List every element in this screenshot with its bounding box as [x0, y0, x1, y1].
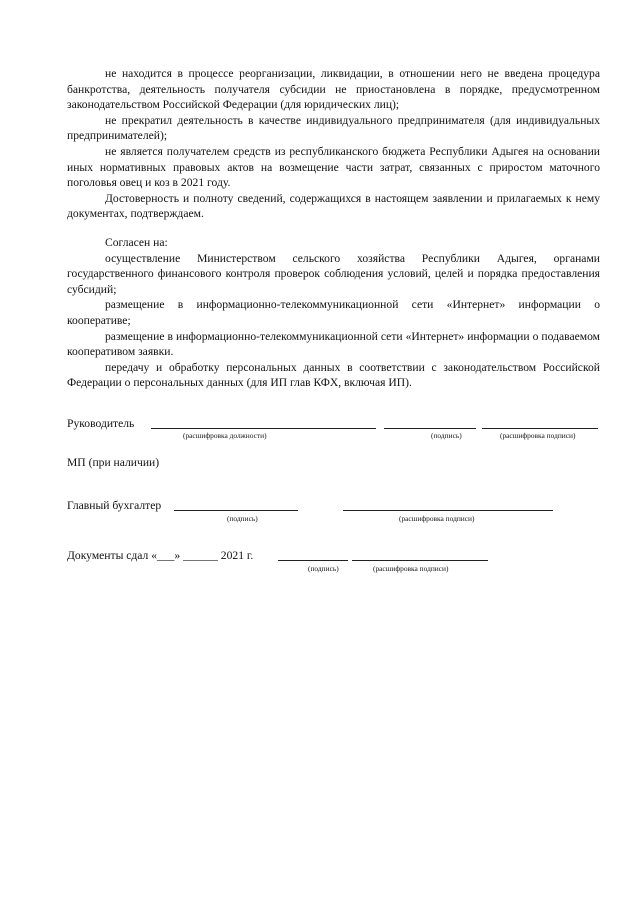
accountant-decode-caption: (расшифровка подписи) — [399, 514, 475, 523]
paragraph: не прекратил деятельность в качестве индивидуального предпринимателя (для индивидуальных предпринимателей); — [67, 113, 600, 143]
accountant-decode-line — [343, 510, 553, 511]
agree-heading: Согласен на: — [105, 235, 168, 249]
head-position-caption: (расшифровка должности) — [183, 431, 267, 440]
accountant-signature-caption: (подпись) — [227, 514, 258, 523]
agree-item: осуществление Министерством сельского хозяйства Республики Адыгея, органами государственного финансового контроля проверок соблюдения условий, целей и порядка предоставления субсидий; — [67, 251, 600, 296]
paragraph: не находится в процессе реорганизации, ликвидации, в отношении него не введена процедура банкротства, деятельность получателя субсидии не приостановлена в порядке, предусмотренном законодательством Российской Федерации (для юридических лиц); — [67, 67, 600, 112]
submitted-label: Документы сдал «___» ______ 2021 г. — [67, 549, 254, 562]
submitted-decode-line — [352, 560, 488, 561]
seal-label: МП (при наличии) — [67, 456, 160, 469]
accountant-label: Главный бухгалтер — [67, 499, 162, 512]
head-signature-caption: (подпись) — [431, 431, 462, 440]
submitted-signature-line — [278, 560, 348, 561]
paragraph: не является получателем средств из республиканского бюджета Республики Адыгея на основании иных нормативных правовых актов на возмещение части затрат, связанных с приростом маточного поголовья овец и коз в 2021 году. — [67, 144, 600, 190]
agree-item: размещение в информационно-телекоммуникационной сети «Интернет» информации о подаваемом кооперативом заявки. — [67, 329, 600, 359]
accountant-signature-line — [174, 510, 298, 511]
document-body — [67, 66, 600, 391]
paragraph: Достоверность и полноту сведений, содержащихся в настоящем заявлении и прилагаемых к нему документах, подтверждаем. — [67, 191, 600, 221]
agree-item: передачу и обработку персональных данных в соответствии с законодательством Российской Федерации о персональных данных (для ИП глав КФХ, включая ИП). — [67, 360, 600, 390]
head-decode-caption: (расшифровка подписи) — [500, 431, 576, 440]
submitted-signature-caption: (подпись) — [308, 564, 339, 573]
submitted-decode-caption: (расшифровка подписи) — [373, 564, 449, 573]
agree-item: размещение в информационно-телекоммуникационной сети «Интернет» информации о кооперативе; — [67, 298, 600, 327]
head-label: Руководитель — [67, 417, 135, 430]
head-decode-line — [482, 428, 598, 429]
head-signature-line — [384, 428, 476, 429]
head-position-line — [151, 428, 376, 429]
